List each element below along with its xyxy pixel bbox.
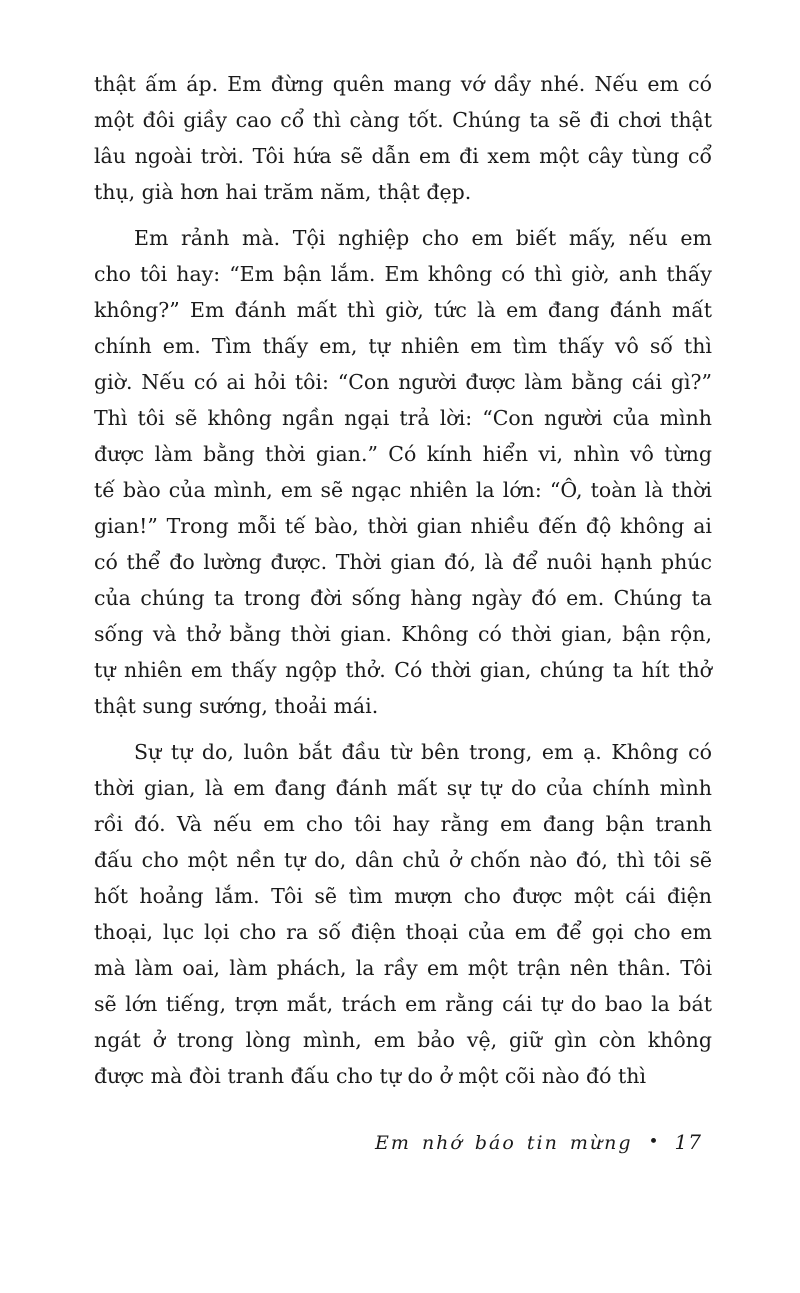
- text-line: thời gian, là em đang đánh mất sự tự do của chính mình: [94, 776, 712, 800]
- text-line: thoại, lục lọi cho ra số điện thoại của em để gọi cho em: [94, 920, 712, 944]
- text-block: [94, 66, 712, 1104]
- bullet-separator: •: [648, 1132, 659, 1152]
- page-number: 17: [674, 1130, 702, 1154]
- text-line: được mà đòi tranh đấu cho tự do ở một cõi nào đó thì: [94, 1064, 646, 1088]
- text-line: Sự tự do, luôn bắt đầu từ bên trong, em ạ. Không có: [134, 740, 712, 764]
- text-line: được làm bằng thời gian.” Có kính hiển vi, nhìn vô từng: [94, 442, 712, 466]
- text-line: chính em. Tìm thấy em, tự nhiên em tìm thấy vô số thì: [94, 334, 712, 358]
- text-line: mà làm oai, làm phách, la rầy em một trận nên thân. Tôi: [94, 956, 712, 980]
- text-line: ngát ở trong lòng mình, em bảo vệ, giữ gìn còn không: [94, 1028, 712, 1052]
- text-line: của chúng ta trong đời sống hàng ngày đó em. Chúng ta: [94, 586, 712, 610]
- text-line: thật sung sướng, thoải mái.: [94, 694, 379, 718]
- text-line: tế bào của mình, em sẽ ngạc nhiên la lớn: “Ô, toàn là thời: [94, 478, 712, 502]
- text-line: giờ. Nếu có ai hỏi tôi: “Con người được làm bằng cái gì?”: [94, 370, 712, 394]
- text-line: sẽ lớn tiếng, trợn mắt, trách em rằng cái tự do bao la bát: [94, 992, 712, 1016]
- page-footer: [375, 1130, 702, 1154]
- text-line: đấu cho một nền tự do, dân chủ ở chốn nào đó, thì tôi sẽ: [94, 848, 712, 872]
- text-line: cho tôi hay: “Em bận lắm. Em không có thì giờ, anh thấy: [94, 262, 712, 286]
- text-line: có thể đo lường được. Thời gian đó, là để nuôi hạnh phúc: [94, 550, 712, 574]
- text-line: lâu ngoài trời. Tôi hứa sẽ dẫn em đi xem một cây tùng cổ: [94, 144, 712, 168]
- text-line: Thì tôi sẽ không ngần ngại trả lời: “Con người của mình: [94, 406, 712, 430]
- running-title: Em nhớ báo tin mừng: [375, 1132, 633, 1154]
- text-line: hốt hoảng lắm. Tôi sẽ tìm mượn cho được một cái điện: [94, 884, 712, 908]
- text-line: tự nhiên em thấy ngộp thở. Có thời gian, chúng ta hít thở: [94, 658, 712, 682]
- text-line: Em rảnh mà. Tội nghiệp cho em biết mấy, nếu em: [134, 226, 712, 250]
- text-line: không?” Em đánh mất thì giờ, tức là em đang đánh mất: [94, 298, 712, 322]
- paragraph: [94, 734, 712, 1094]
- text-line: thật ấm áp. Em đừng quên mang vớ dầy nhé. Nếu em có: [94, 72, 712, 96]
- text-line: một đôi giầy cao cổ thì càng tốt. Chúng ta sẽ đi chơi thật: [94, 108, 712, 132]
- text-line: thụ, già hơn hai trăm năm, thật đẹp.: [94, 180, 472, 204]
- text-line: gian!” Trong mỗi tế bào, thời gian nhiều đến độ không ai: [94, 514, 712, 538]
- paragraph: [94, 66, 712, 210]
- text-line: rồi đó. Và nếu em cho tôi hay rằng em đang bận tranh: [94, 812, 712, 836]
- paragraph: [94, 220, 712, 724]
- text-line: sống và thở bằng thời gian. Không có thời gian, bận rộn,: [94, 622, 712, 646]
